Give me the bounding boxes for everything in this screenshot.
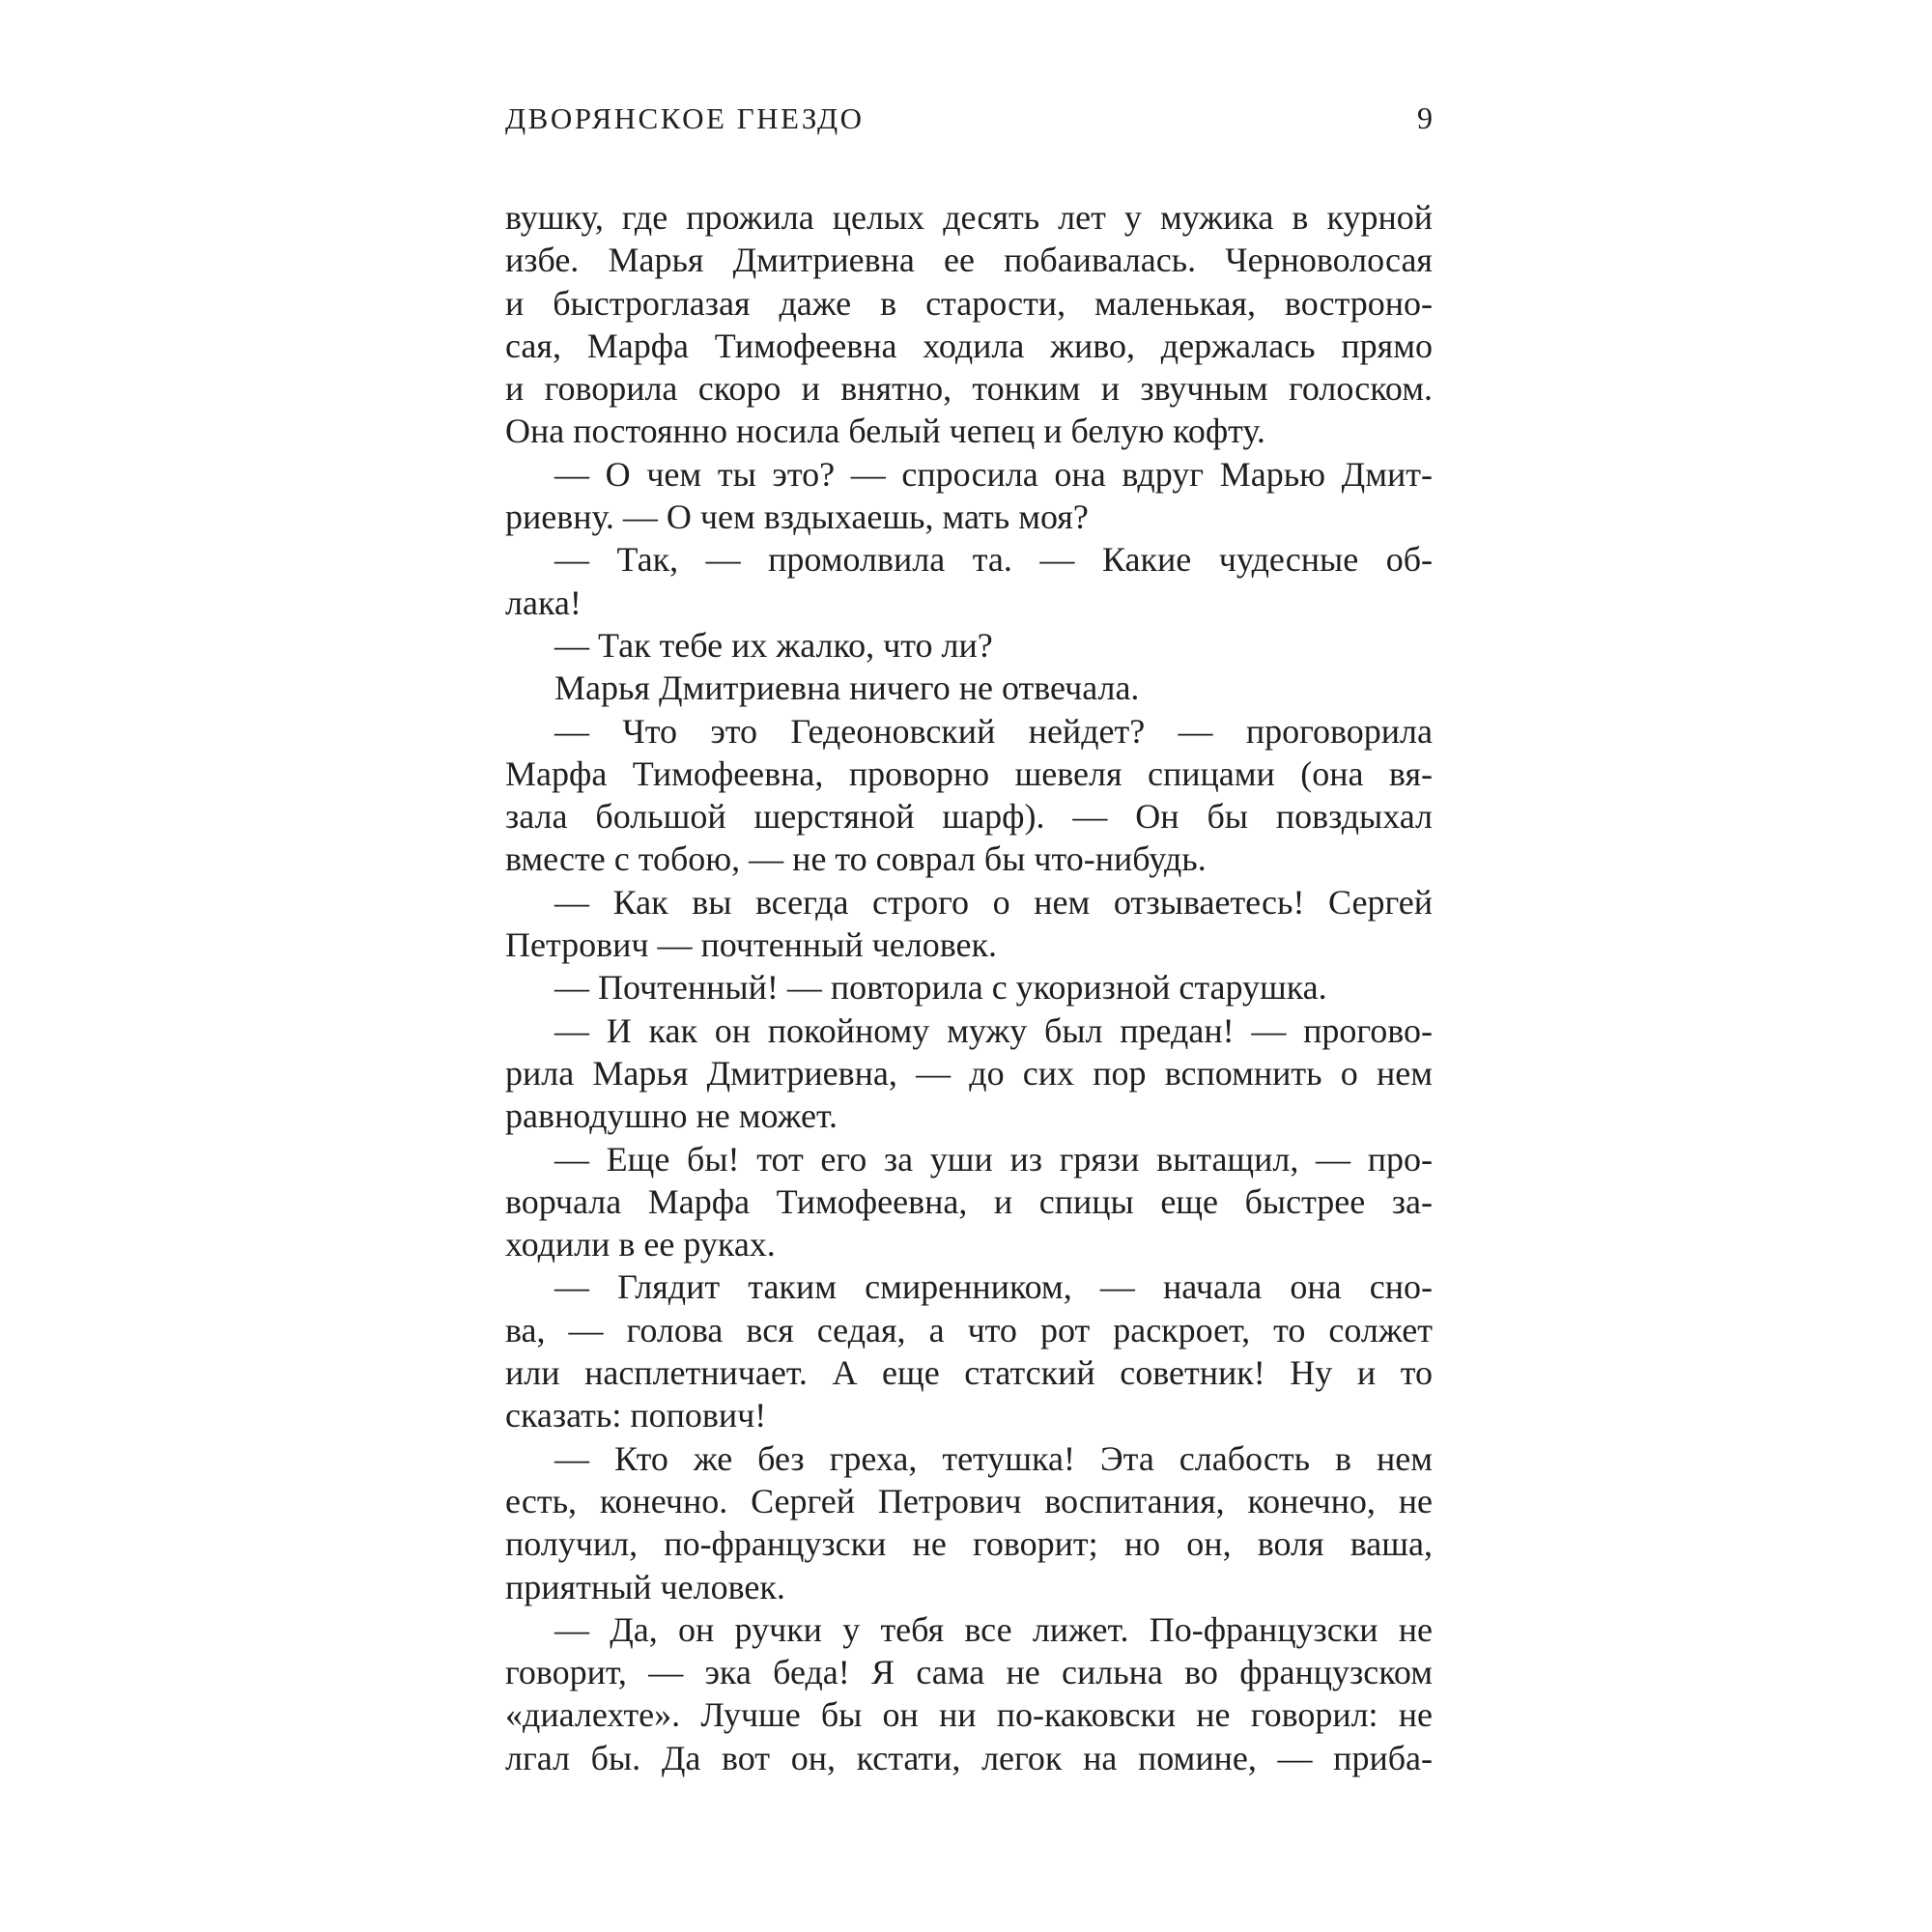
text-line: — И как он покойному мужу был предан! — прогово-	[554, 1010, 1433, 1050]
text-line: — О чем ты это? — спросила она вдруг Марью Дмит-	[554, 454, 1433, 494]
text-line: Марфа Тимофеевна, проворно шевеля спицами (она вя-	[505, 753, 1433, 793]
text-line: избе. Марья Дмитриевна ее побаивалась. Черноволосая	[505, 241, 1433, 280]
text-line: есть, конечно. Сергей Петрович воспитания, конечно, не	[505, 1481, 1433, 1520]
text-line: Она постоянно носила белый чепец и белую кофту.	[505, 412, 1265, 451]
text-line: приятный человек.	[505, 1567, 785, 1606]
text-line: — Почтенный! — повторила с укоризной старушка.	[554, 968, 1327, 1008]
text-line: или насплетничает. А еще статский советник! Ну и то	[505, 1353, 1433, 1393]
book-page	[505, 100, 1433, 1779]
text-line: Марья Дмитриевна ничего не отвечала.	[554, 668, 1140, 708]
text-line: — Глядит таким смиренником, — начала она сно-	[554, 1267, 1433, 1307]
text-line: сая, Марфа Тимофеевна ходила живо, держалась прямо	[505, 326, 1433, 365]
text-line: и говорила скоро и внятно, тонким и звучным голоском.	[505, 369, 1433, 409]
text-line: лака!	[505, 582, 582, 622]
text-line: — Кто же без греха, тетушка! Эта слабость в нем	[554, 1438, 1433, 1478]
text-line: ворчала Марфа Тимофеевна, и спицы еще быстрее за-	[505, 1181, 1433, 1221]
text-line: лгал бы. Да вот он, кстати, легок на помине, — приба-	[505, 1738, 1433, 1777]
body-text	[505, 196, 1433, 1779]
text-line: рила Марья Дмитриевна, — до сих пор вспомнить о нем	[505, 1053, 1433, 1093]
text-line: зала большой шерстяной шарф). — Он бы повздыхал	[505, 797, 1433, 837]
text-line: сказать: попович!	[505, 1396, 767, 1435]
text-line: вместе с тобою, — не то соврал бы что-нибудь.	[505, 839, 1207, 879]
text-line: — Еще бы! тот его за уши из грязи вытащил, — про-	[554, 1139, 1433, 1179]
text-line: — Что это Гедеоновский нейдет? — проговорила	[554, 711, 1433, 751]
text-line: и быстроглазая даже в старости, маленькая, востроно-	[505, 283, 1433, 323]
running-head	[505, 100, 1433, 145]
text-line: равнодушно не может.	[505, 1096, 838, 1136]
text-line: — Да, он ручки у тебя все лижет. По-французски не	[554, 1609, 1433, 1649]
text-line: Петрович — почтенный человек.	[505, 925, 997, 965]
text-line: — Так, — промолвила та. — Какие чудесные об-	[554, 540, 1433, 580]
text-line: «диалехте». Лучше бы он ни по-каковски не говорил: не	[505, 1695, 1433, 1735]
running-title: ДВОРЯНСКОЕ ГНЕЗДО	[505, 101, 865, 135]
text-line: получил, по-французски не говорит; но он, воля ваша,	[505, 1524, 1433, 1564]
text-line: говорит, — эка беда! Я сама не сильна во французском	[505, 1653, 1433, 1692]
text-line: риевну. — О чем вздыхаешь, мать моя?	[505, 497, 1089, 537]
text-line: вушку, где прожила целых десять лет у мужика в курной	[505, 198, 1433, 237]
text-line: — Как вы всегда строго о нем отзываетесь! Сергей	[554, 882, 1433, 922]
text-line: — Так тебе их жалко, что ли?	[554, 625, 993, 665]
text-line: ва, — голова вся седая, а что рот раскроет, то солжет	[505, 1310, 1433, 1350]
text-line: ходили в ее руках.	[505, 1225, 776, 1264]
page-number: 9	[1417, 100, 1433, 135]
